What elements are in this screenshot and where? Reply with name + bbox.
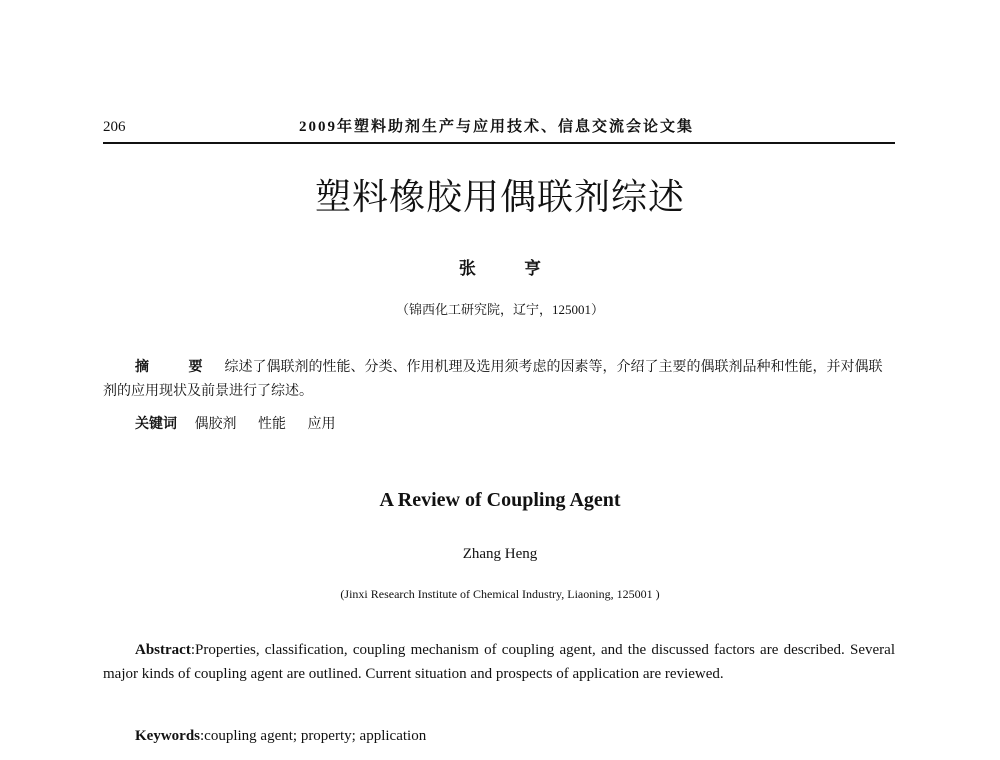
chinese-title: 塑料橡胶用偶联剂综述 [314,177,685,217]
english-keywords-text: coupling agent; property; application [204,728,427,744]
english-keywords-colon: : [200,728,205,744]
running-header [103,117,894,143]
english-abstract-paragraph [103,638,895,686]
english-keywords [135,725,426,747]
chinese-abstract [103,356,895,404]
chinese-keyword: 应用 [307,417,336,432]
english-abstract-text: Properties, classification, coupling mechanism of coupling agent, and the discussed factors are described. Several major kinds of coupling agent are outlined. Current situation and prospects of application are reviewed. [103,642,895,682]
chinese-keywords-label: 关键词 [135,417,177,432]
chinese-affiliation: （锦西化工研究院，辽宁，125001） [395,302,604,317]
chinese-abstract-text: 综述了偶联剂的性能、分类、作用机理及选用须考虑的因素等，介绍了主要的偶联剂品种和性能，并对偶联剂的应用现状及前景进行了综述。 [103,360,883,399]
chinese-keyword: 性能 [258,417,286,432]
english-abstract-label: Abstract [135,642,191,658]
header-rule [103,142,895,144]
chinese-abstract-paragraph [103,356,895,404]
english-keywords-label: Keywords [135,728,200,744]
page-number: 206 [103,119,126,135]
proceedings-title: 2009年塑料助剂生产与应用技术、信息交流会论文集 [299,119,695,135]
english-affiliation: (Jinxi Research Institute of Chemical Industry, Liaoning, 125001 ) [340,587,660,601]
chinese-keywords [135,414,354,436]
english-title: A Review of Coupling Agent [379,489,621,511]
english-abstract [103,638,895,686]
english-abstract-colon: : [190,642,195,658]
chinese-keyword: 偶胶剂 [194,417,237,432]
english-author: Zhang Heng [462,546,538,562]
chinese-abstract-label: 摘 要 [135,360,221,375]
chinese-author: 张 亨 [458,259,564,278]
